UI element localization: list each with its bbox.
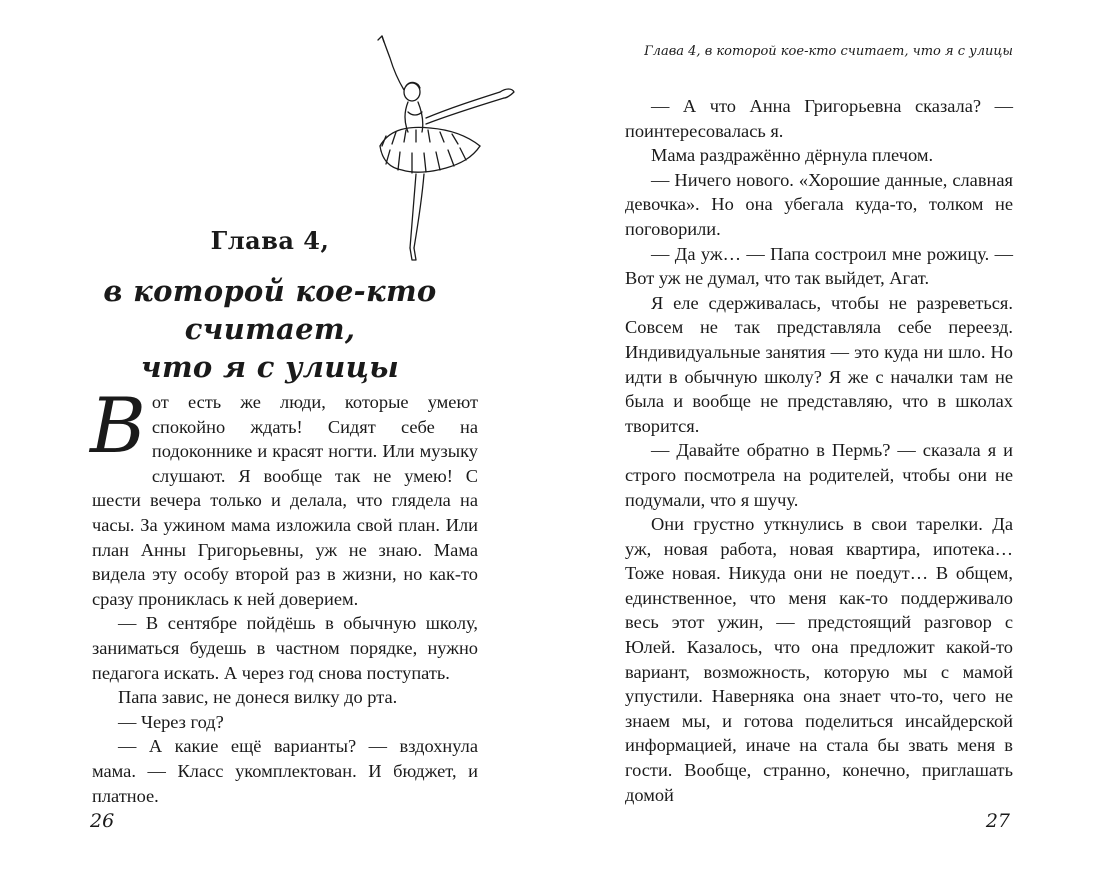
chapter-subtitle bbox=[60, 272, 480, 386]
paragraph bbox=[90, 381, 478, 611]
running-header: Глава 4, в которой кое-кто считает, что я с улицы bbox=[644, 44, 1013, 59]
paragraph: — А что Анна Григорьевна сказала? — поинтересовалась я. bbox=[625, 96, 1013, 141]
right-page-text bbox=[625, 94, 1013, 807]
paragraph: Папа завис, не донеся вилку до рта. bbox=[118, 687, 398, 708]
paragraph: — Через год? bbox=[118, 711, 224, 732]
paragraph: — Да уж… — Папа состроил мне рожицу. — Вот уж не думал, что так выйдет, Агат. bbox=[625, 243, 1013, 289]
paragraph-text: от есть же люди, которые умеют спокойно ждать! Сидят себе на подоконнике и красят ногти. Или музыку слушают. Я вообще так не умею! С шести вечера только и делала, что глядела на часы. За ужином мама изложила свой план. Или план Анны Григорьевны, уж не знаю. Мама видела эту особу второй раз в жизни, но как-то сразу прониклась к ней доверием. bbox=[92, 392, 478, 609]
page-number: 26 bbox=[90, 810, 115, 832]
chapter-title: Глава 4, bbox=[210, 226, 330, 255]
drop-cap: В bbox=[90, 381, 146, 470]
left-page-text bbox=[90, 381, 478, 808]
page-number: 27 bbox=[985, 810, 1010, 832]
paragraph: — А какие ещё варианты? — вздохнула мама. — Класс укомплектован. И бюджет, и платное. bbox=[92, 736, 478, 806]
paragraph: — Ничего нового. «Хорошие данные, славная девочка». Но она убегала куда-то, толком не поговорили. bbox=[625, 169, 1013, 239]
paragraph: Они грустно уткнулись в свои тарелки. Да уж, новая работа, новая квартира, ипотека… Тоже новая. Никуда они не поедут… В общем, единственное, что меня как-то поддерживало весь этот ужин, — предстоящий разговор с Юлей. Казалось, что она предложит какой-то вариант, возможность, которую мы с мамой упустили. Наверняка она знает что-то, чего не знаем мы, и готова поделиться инсайдерской информацией, иначе на стала бы звать меня в гости. Вообще, странно, конечно, приглашать домой bbox=[625, 514, 1013, 805]
paragraph: Мама раздражённо дёрнула плечом. bbox=[651, 145, 934, 166]
paragraph: — В сентябре пойдёшь в обычную школу, заниматься будешь в частном порядке, нужно педагога искать. А через год снова поступать. bbox=[92, 613, 478, 683]
paragraph: Я еле сдерживалась, чтобы не разреветься. Совсем не так представляла себе переезд. Индивидуальные занятия — это куда ни шло. Но идти в обычную школу? Я же с началки там не была и вообще не представляю, что в школах творится. bbox=[625, 292, 1013, 436]
chapter-subtitle-line: что я с улицы bbox=[140, 350, 400, 384]
paragraph: — Давайте обратно в Пермь? — сказала я и строго посмотрела на родителей, чтобы они не подумали, что я шучу. bbox=[625, 440, 1013, 510]
chapter-subtitle-line: в которой кое-кто считает, bbox=[103, 274, 437, 346]
